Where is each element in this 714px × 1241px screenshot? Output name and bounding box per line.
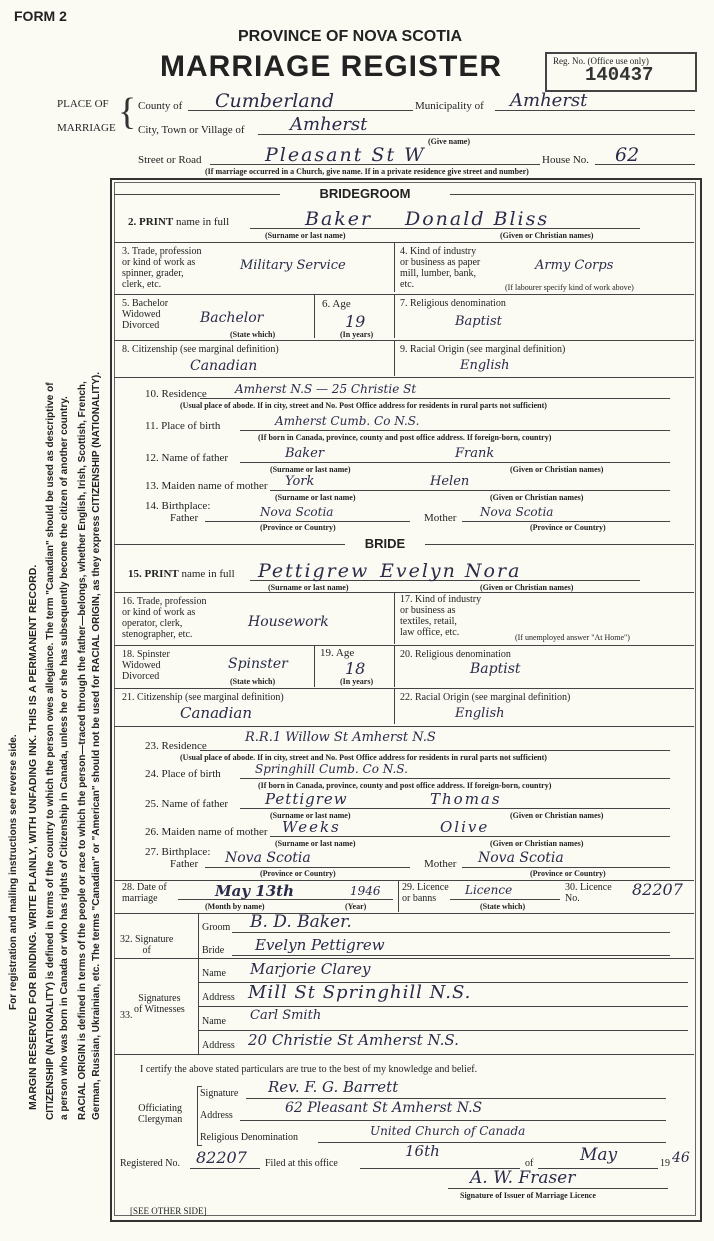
reg-no-label: Reg. No. (Office use only) — [553, 56, 649, 66]
issuer-signature: A. W. Fraser — [470, 1168, 576, 1188]
groom-industry: Army Corps — [535, 258, 614, 273]
bride-racial-label: 22. Racial Origin (see marginal definition) — [400, 692, 571, 703]
city-value: Amherst — [290, 114, 368, 135]
bride-birthplace-label: 27. Birthplace: — [145, 846, 211, 858]
marriage-year: 1946 — [350, 884, 381, 898]
groom-name-label: 2. PRINT name in full — [128, 216, 230, 228]
groom-header: BRIDEGROOM — [280, 186, 450, 201]
bride-father-surname-caption: (Surname or last name) — [270, 811, 351, 820]
margin-racial-def-1: RACIAL ORIGIN is defined in terms of the people or race to which the person—traced through the father—belongs, whether English, Irish, Scottish, French, — [77, 381, 88, 1120]
filed-year-prefix: 19 — [660, 1158, 670, 1169]
house-value: 62 — [615, 144, 640, 166]
bride-name-label: 15. PRINT name in full — [128, 568, 235, 580]
clergy-label: Officiating Clergyman — [138, 1103, 183, 1125]
groom-age-label: 6. Age — [322, 298, 351, 310]
bride-surname: Pettigrew — [258, 560, 370, 582]
groom-citizenship: Canadian — [190, 358, 258, 374]
bride-industry-caption: (If unemployed answer "At Home") — [515, 633, 630, 642]
bride-header: BRIDE — [345, 536, 425, 551]
groom-surname: Baker — [305, 208, 373, 230]
bride-given-caption: (Given or Christian names) — [480, 583, 574, 592]
groom-father-given: Frank — [455, 446, 495, 461]
groom-given-caption: (Given or Christian names) — [500, 231, 594, 240]
certify-text: I certify the above stated particulars are true to the best of my knowledge and belief. — [140, 1064, 478, 1075]
sig-groom-label: Groom — [202, 922, 231, 933]
groom-bp-father-label: Father — [170, 512, 199, 524]
bride-age-caption: (In years) — [340, 677, 374, 686]
groom-bp-mother: Nova Scotia — [480, 505, 554, 519]
municipality-value: Amherst — [510, 90, 588, 111]
licence-label: 29. Licence or banns — [402, 882, 449, 904]
groom-residence-caption: (Usual place of abode. If in city, street and No. Post Office address for residents in rural parts not sufficient) — [180, 401, 547, 410]
bride-state-caption: (State which) — [230, 677, 276, 686]
groom-birthplace-label: 14. Birthplace: — [145, 500, 211, 512]
county-value: Cumberland — [215, 90, 335, 112]
registered-no: 82207 — [196, 1148, 247, 1167]
w1-name: Marjorie Clarey — [250, 960, 371, 978]
margin-binding-note: MARGIN RESERVED FOR BINDING. WRITE PLAINLY, WITH UNFADING INK. THIS IS A PERMANENT RECORD. — [27, 564, 39, 1110]
bride-trade-label: 16. Trade, profession or kind of work as operator, clerk, stenographer, etc. — [122, 596, 207, 640]
groom-religion-label: 7. Religious denomination — [400, 298, 506, 309]
groom-citizenship-label: 8. Citizenship (see marginal definition) — [122, 344, 279, 355]
registered-label: Registered No. — [120, 1158, 180, 1169]
groom-racial: English — [460, 358, 510, 373]
marriage-date-caption: (Month by name) — [205, 902, 265, 911]
clergy-denom-label: Religious Denomination — [200, 1132, 299, 1143]
licence-no: 82207 — [632, 880, 683, 899]
groom-state-caption: (State which) — [230, 330, 276, 339]
bride-mother-given-caption: (Given or Christian names) — [490, 839, 584, 848]
bride-bp-father-label: Father — [170, 858, 199, 870]
bride-given: Evelyn Nora — [380, 560, 522, 582]
groom-residence: Amherst N.S — 25 Christie St — [235, 382, 417, 396]
bride-industry-label: 17. Kind of industry or business as textiles, retail, law office, etc. — [400, 594, 482, 638]
licence-no-label: 30. Licence No. — [565, 882, 612, 904]
margin-citizenship-def-1: CITIZENSHIP (NATIONALITY) is defined in terms of the country to which the person owes allegiance. The term "Canadian" should be used as descriptive of — [45, 382, 56, 1120]
groom-bp-father: Nova Scotia — [260, 505, 334, 519]
groom-mother-surname: York — [285, 474, 315, 489]
filed-year: 46 — [672, 1150, 690, 1166]
bride-residence-caption: (Usual place of abode. If in city, street and No. Post Office address for residents in rural parts not sufficient) — [180, 753, 547, 762]
clergy-denom: United Church of Canada — [370, 1124, 526, 1138]
sig-bride: Evelyn Pettigrew — [255, 936, 385, 954]
w2-name: Carl Smith — [250, 1008, 322, 1023]
groom-industry-label: 4. Kind of industry or business as paper mill, lumber, bank, etc. — [400, 246, 481, 290]
filed-month: May — [580, 1145, 618, 1165]
groom-residence-label: 10. Residence — [145, 388, 207, 400]
groom-trade-label: 3. Trade, profession or kind of work as spinner, grader, clerk, etc. — [122, 246, 202, 290]
marriage-year-caption: (Year) — [345, 902, 367, 911]
clergy-address-label: Address — [200, 1110, 233, 1121]
groom-father-surname-caption: (Surname or last name) — [270, 465, 351, 474]
reg-no-box — [545, 52, 697, 92]
house-label: House No. — [542, 154, 590, 166]
groom-age: 19 — [345, 312, 366, 331]
place-brace: { — [118, 91, 137, 133]
groom-given: Donald Bliss — [405, 208, 550, 230]
bride-age-label: 19. Age — [320, 647, 355, 659]
margin-racial-def-2: German, Russian, Ukrainian, etc. The terms "Canadian" or "American" should not be used for RACIAL ORIGIN, as they express CITIZENSHIP (NATIONALITY). — [91, 371, 102, 1120]
county-label: County of — [138, 100, 183, 112]
w1-address: Mill St Springhill N.S. — [248, 982, 472, 1003]
give-name-caption: (Give name) — [428, 137, 470, 146]
groom-mother-surname-caption: (Surname or last name) — [275, 493, 356, 502]
bride-residence: R.R.1 Willow St Amherst N.S — [245, 730, 436, 745]
groom-father-given-caption: (Given or Christian names) — [510, 465, 604, 474]
form-number: FORM 2 — [14, 8, 67, 24]
bride-birth: Springhill Cumb. Co N.S. — [255, 762, 408, 776]
street-label: Street or Road — [138, 154, 202, 166]
clergy-bracket — [197, 1086, 202, 1146]
bride-age: 18 — [345, 659, 366, 678]
bride-birth-caption: (If born in Canada, province, county and post office address. If foreign-born, country) — [258, 781, 552, 790]
groom-racial-label: 9. Racial Origin (see marginal definition) — [400, 344, 566, 355]
clergy-signature-label: Signature — [200, 1088, 239, 1099]
bride-father-surname: Pettigrew — [265, 790, 348, 808]
reg-no-value: 140437 — [585, 64, 654, 86]
licence-value: Licence — [465, 883, 513, 897]
sig-groom: B. D. Baker. — [250, 912, 352, 932]
bride-mother-label: 26. Maiden name of mother — [145, 826, 268, 838]
city-label: City, Town or Village of — [138, 124, 245, 136]
margin-citizenship-def-2: a person who was born in Canada or who has rights of Citizenship in Canada, unless he or she has subsequently become the citizen of another country. — [59, 396, 70, 1120]
bride-mother-given: Olive — [440, 818, 490, 836]
bride-mother-surname: Weeks — [282, 818, 341, 836]
filed-day: 16th — [405, 1142, 440, 1160]
bride-surname-caption: (Surname or last name) — [268, 583, 349, 592]
bride-status: Spinster — [228, 656, 288, 672]
groom-religion: Baptist — [455, 314, 502, 329]
street-caption: (If marriage occurred in a Church, give name. If in a private residence give street and number) — [205, 167, 529, 176]
bride-father-given-caption: (Given or Christian names) — [510, 811, 604, 820]
groom-bp-father-caption: (Province or Country) — [260, 523, 336, 532]
bride-birth-label: 24. Place of birth — [145, 768, 221, 780]
licence-caption: (State which) — [480, 902, 526, 911]
clergy-address: 62 Pleasant St Amherst N.S — [285, 1100, 483, 1116]
groom-mother-label: 13. Maiden name of mother — [145, 480, 268, 492]
w2-address: 20 Christie St Amherst N.S. — [248, 1031, 459, 1049]
page-title: MARRIAGE REGISTER — [160, 50, 503, 83]
w1-address-label: Address — [202, 992, 235, 1003]
bride-father-given: Thomas — [430, 790, 502, 808]
groom-bp-mother-caption: (Province or Country) — [530, 523, 606, 532]
w1-name-label: Name — [202, 968, 226, 979]
marriage-date: May 13th — [215, 882, 294, 900]
bride-status-label: 18. Spinster Widowed Divorced — [122, 649, 170, 682]
bride-mother-surname-caption: (Surname or last name) — [275, 839, 356, 848]
marriage-date-label: 28. Date of marriage — [122, 882, 167, 904]
groom-status-label: 5. Bachelor Widowed Divorced — [122, 298, 169, 331]
signature-label: 32. Signature of — [120, 934, 174, 956]
groom-birth: Amherst Cumb. Co N.S. — [275, 414, 420, 428]
bride-bp-father-caption: (Province or Country) — [260, 869, 336, 878]
w2-name-label: Name — [202, 1016, 226, 1027]
clergy-signature: Rev. F. G. Barrett — [268, 1078, 399, 1096]
filed-of-label: of — [525, 1158, 534, 1169]
groom-age-caption: (In years) — [340, 330, 374, 339]
witness-number: 33. — [120, 1010, 133, 1021]
groom-bp-mother-label: Mother — [424, 512, 457, 524]
groom-trade: Military Service — [240, 258, 346, 273]
bride-citizenship-label: 21. Citizenship (see marginal definition) — [122, 692, 284, 703]
w2-address-label: Address — [202, 1040, 235, 1051]
groom-surname-caption: (Surname or last name) — [265, 231, 346, 240]
witness-label: Signatures of Witnesses — [134, 993, 185, 1015]
bride-bp-mother-label: Mother — [424, 858, 457, 870]
bride-trade: Housework — [248, 614, 329, 630]
province-heading: PROVINCE OF NOVA SCOTIA — [237, 28, 462, 45]
bride-racial: English — [455, 706, 505, 721]
groom-mother-given: Helen — [430, 474, 470, 489]
bride-religion: Baptist — [470, 661, 521, 677]
place-label-1: PLACE OF — [57, 98, 109, 110]
bride-bp-mother-caption: (Province or Country) — [530, 869, 606, 878]
groom-father-label: 12. Name of father — [145, 452, 229, 464]
municipality-label: Municipality of — [415, 100, 484, 112]
bride-religion-label: 20. Religious denomination — [400, 649, 511, 660]
groom-father-surname: Baker — [285, 446, 325, 461]
bride-residence-label: 23. Residence — [145, 740, 207, 752]
groom-industry-caption: (If labourer specify kind of work above) — [505, 283, 634, 292]
bride-citizenship: Canadian — [180, 704, 253, 722]
see-other-side: [SEE OTHER SIDE] — [130, 1206, 207, 1216]
margin-instructions: For registration and mailing instructions see reverse side. — [8, 734, 19, 1010]
bride-bp-father: Nova Scotia — [225, 850, 311, 866]
filed-label: Filed at this office — [265, 1158, 338, 1169]
issuer-caption: Signature of Issuer of Marriage Licence — [460, 1191, 596, 1200]
bride-father-label: 25. Name of father — [145, 798, 229, 810]
groom-birth-label: 11. Place of birth — [145, 420, 221, 432]
groom-mother-given-caption: (Given or Christian names) — [490, 493, 584, 502]
place-label-2: MARRIAGE — [57, 122, 116, 134]
groom-status: Bachelor — [200, 310, 264, 326]
bride-bp-mother: Nova Scotia — [478, 850, 564, 866]
street-value: Pleasant St W — [265, 144, 426, 166]
groom-birth-caption: (If born in Canada, province, county and post office address. If foreign-born, country) — [258, 433, 552, 442]
sig-bride-label: Bride — [202, 945, 225, 956]
